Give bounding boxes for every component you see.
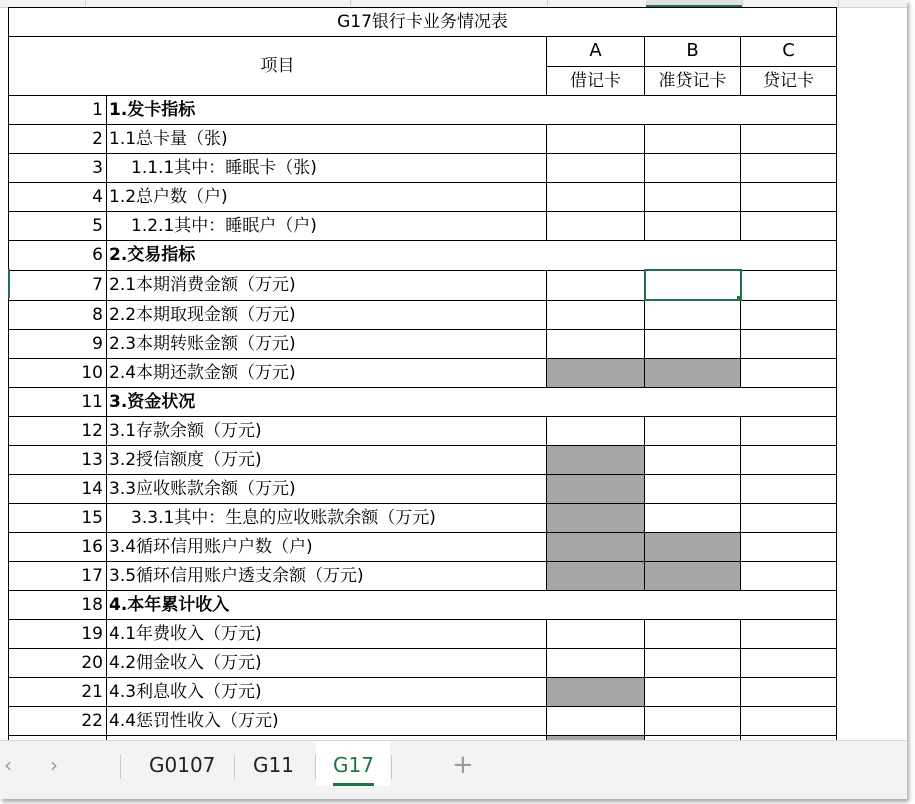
cell-c[interactable] bbox=[741, 678, 837, 707]
cell-a[interactable] bbox=[547, 707, 645, 736]
cell-b[interactable] bbox=[645, 649, 741, 678]
col-label-debit[interactable]: 借记卡 bbox=[547, 66, 645, 96]
cell-c[interactable] bbox=[741, 212, 837, 241]
cell-a[interactable] bbox=[547, 270, 645, 300]
cell-b[interactable] bbox=[645, 154, 741, 183]
shaded-cell[interactable] bbox=[547, 562, 645, 591]
cell-c[interactable] bbox=[741, 707, 837, 736]
row-number[interactable]: 16 bbox=[9, 533, 107, 562]
row-label[interactable]: 3.5循环信用账户透支余额（万元) bbox=[107, 562, 547, 591]
row-number[interactable]: 12 bbox=[9, 417, 107, 446]
active-row-marker bbox=[8, 269, 10, 298]
row-label[interactable]: 2.1本期消费金额（万元) bbox=[107, 270, 547, 300]
cell-a[interactable] bbox=[547, 300, 645, 330]
cell-b[interactable] bbox=[645, 212, 741, 241]
cell-b[interactable] bbox=[645, 125, 741, 154]
row-number[interactable]: 9 bbox=[9, 330, 107, 359]
row-number[interactable]: 18 bbox=[9, 591, 107, 620]
section-heading[interactable]: 2.交易指标 bbox=[107, 241, 837, 271]
g17-report-table bbox=[8, 7, 907, 765]
cell-c[interactable] bbox=[741, 300, 837, 330]
cell-c[interactable] bbox=[741, 562, 837, 591]
shaded-cell[interactable] bbox=[547, 504, 645, 533]
sheet-tab-g0107[interactable]: G0107 bbox=[149, 753, 216, 777]
shaded-cell[interactable] bbox=[645, 562, 741, 591]
col-letter-a[interactable]: A bbox=[547, 37, 645, 67]
cell-b[interactable] bbox=[645, 504, 741, 533]
row-label[interactable]: 2.2本期取现金额（万元) bbox=[107, 300, 547, 330]
row-number[interactable]: 17 bbox=[9, 562, 107, 591]
section-heading[interactable]: 4.本年累计收入 bbox=[107, 591, 837, 620]
row-label[interactable]: 2.3本期转账金额（万元) bbox=[107, 330, 547, 359]
cell-c[interactable] bbox=[741, 270, 837, 300]
col-letter-b[interactable]: B bbox=[645, 37, 741, 67]
row-number[interactable]: 15 bbox=[9, 504, 107, 533]
cell-c[interactable] bbox=[741, 417, 837, 446]
col-label-credit[interactable]: 贷记卡 bbox=[741, 66, 837, 96]
cell-b[interactable] bbox=[645, 300, 741, 330]
cell-b[interactable] bbox=[645, 707, 741, 736]
cell-a[interactable] bbox=[547, 125, 645, 154]
row-label[interactable]: 1.2.1其中：睡眠户（户) bbox=[107, 212, 547, 241]
row-number[interactable]: 11 bbox=[9, 388, 107, 417]
cell-a[interactable] bbox=[547, 649, 645, 678]
row-number[interactable]: 20 bbox=[9, 649, 107, 678]
chevron-right-icon[interactable]: › bbox=[50, 753, 58, 777]
row-label[interactable]: 2.4本期还款金额（万元) bbox=[107, 359, 547, 388]
cell-b[interactable] bbox=[645, 620, 741, 649]
shaded-cell[interactable] bbox=[645, 359, 741, 388]
row-number[interactable]: 3 bbox=[9, 154, 107, 183]
cell-b[interactable] bbox=[645, 330, 741, 359]
cell-a[interactable] bbox=[547, 154, 645, 183]
row-number[interactable]: 22 bbox=[9, 707, 107, 736]
cell-c[interactable] bbox=[741, 125, 837, 154]
row-label[interactable]: 4.3利息收入（万元) bbox=[107, 678, 547, 707]
cell-c[interactable] bbox=[741, 533, 837, 562]
cell-b[interactable] bbox=[645, 446, 741, 475]
cell-b[interactable] bbox=[645, 678, 741, 707]
plus-icon[interactable]: + bbox=[452, 750, 474, 780]
row-number[interactable]: 10 bbox=[9, 359, 107, 388]
row-label[interactable]: 4.1年费收入（万元) bbox=[107, 620, 547, 649]
cell-c[interactable] bbox=[741, 620, 837, 649]
row-label[interactable]: 4.4惩罚性收入（万元) bbox=[107, 707, 547, 736]
row-number[interactable]: 21 bbox=[9, 678, 107, 707]
sheet-tab-g17-label: G17 bbox=[333, 753, 374, 777]
row-label[interactable]: 1.1总卡量（张) bbox=[107, 125, 547, 154]
row-number[interactable]: 14 bbox=[9, 475, 107, 504]
shaded-cell[interactable] bbox=[547, 359, 645, 388]
cell-a[interactable] bbox=[547, 183, 645, 212]
cell-c[interactable] bbox=[741, 359, 837, 388]
section-heading[interactable]: 1.发卡指标 bbox=[107, 96, 837, 125]
report-title[interactable]: G17银行卡业务情况表 bbox=[9, 8, 837, 37]
shaded-cell[interactable] bbox=[547, 678, 645, 707]
shaded-cell[interactable] bbox=[547, 446, 645, 475]
cell-c[interactable] bbox=[741, 446, 837, 475]
cell-b[interactable] bbox=[645, 183, 741, 212]
sheet-tab-g11[interactable]: G11 bbox=[253, 753, 294, 777]
active-tab-underline bbox=[333, 783, 374, 786]
row-label[interactable]: 3.4循环信用账户户数（户) bbox=[107, 533, 547, 562]
fill-handle[interactable] bbox=[736, 295, 741, 300]
shaded-cell[interactable] bbox=[645, 533, 741, 562]
row-number[interactable]: 8 bbox=[9, 300, 107, 330]
col-label-quasi-credit[interactable]: 准贷记卡 bbox=[645, 66, 741, 96]
row-number[interactable]: 7 bbox=[9, 270, 107, 300]
item-header[interactable]: 项目 bbox=[9, 37, 547, 96]
cell-a[interactable] bbox=[547, 330, 645, 359]
cell-a[interactable] bbox=[547, 417, 645, 446]
row-label[interactable]: 3.1存款余额（万元) bbox=[107, 417, 547, 446]
cell-c[interactable] bbox=[741, 504, 837, 533]
row-label[interactable]: 3.2授信额度（万元) bbox=[107, 446, 547, 475]
row-label[interactable]: 1.2总户数（户) bbox=[107, 183, 547, 212]
sheet-tab-bar bbox=[0, 740, 907, 799]
selected-column-header[interactable] bbox=[646, 0, 742, 7]
shaded-cell[interactable] bbox=[547, 475, 645, 504]
row-number[interactable]: 4 bbox=[9, 183, 107, 212]
row-number[interactable]: 6 bbox=[9, 241, 107, 271]
cell-a[interactable] bbox=[547, 212, 645, 241]
cell-c[interactable] bbox=[741, 475, 837, 504]
cell-c[interactable] bbox=[741, 649, 837, 678]
chevron-left-icon[interactable]: ‹ bbox=[4, 753, 12, 777]
row-number[interactable]: 19 bbox=[9, 620, 107, 649]
col-letter-c[interactable]: C bbox=[741, 37, 837, 67]
cell-b[interactable] bbox=[645, 417, 741, 446]
row-label[interactable]: 4.2佣金收入（万元) bbox=[107, 649, 547, 678]
section-heading[interactable]: 3.资金状况 bbox=[107, 388, 837, 417]
row-number[interactable]: 1 bbox=[9, 96, 107, 125]
cell-c[interactable] bbox=[741, 330, 837, 359]
cell-c[interactable] bbox=[741, 183, 837, 212]
shaded-cell[interactable] bbox=[547, 533, 645, 562]
row-number[interactable]: 2 bbox=[9, 125, 107, 154]
sheet-tab-g17[interactable] bbox=[333, 753, 374, 777]
active-cell[interactable] bbox=[645, 270, 741, 300]
row-label[interactable]: 3.3.1其中：生息的应收账款余额（万元) bbox=[107, 504, 547, 533]
cell-a[interactable] bbox=[547, 620, 645, 649]
cell-b[interactable] bbox=[645, 475, 741, 504]
row-label[interactable]: 1.1.1其中：睡眠卡（张) bbox=[107, 154, 547, 183]
row-number[interactable]: 5 bbox=[9, 212, 107, 241]
row-number[interactable]: 13 bbox=[9, 446, 107, 475]
row-label[interactable]: 3.3应收账款余额（万元) bbox=[107, 475, 547, 504]
cell-c[interactable] bbox=[741, 154, 837, 183]
